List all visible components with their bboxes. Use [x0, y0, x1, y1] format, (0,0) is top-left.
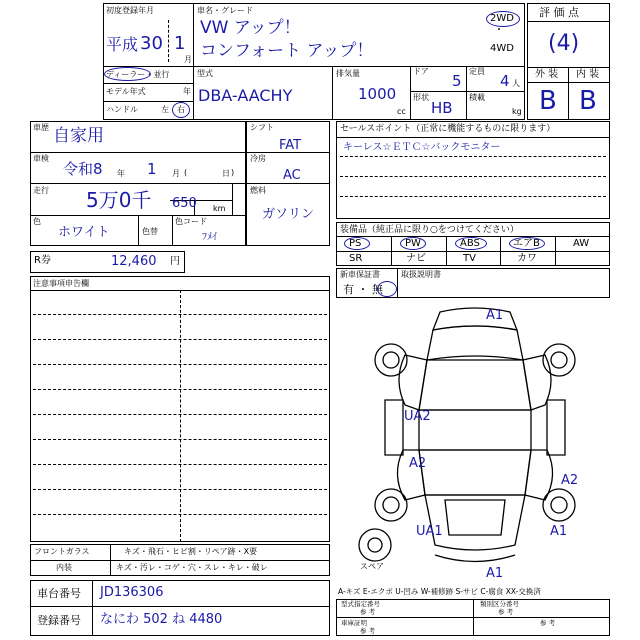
- doors-value: 5: [452, 72, 462, 90]
- displacement-unit: cc: [397, 107, 406, 116]
- recycle-label: R券: [34, 255, 51, 266]
- equip-airbag: エアB: [513, 238, 540, 249]
- damage-legend: A-キズ E-エクボ U-凹み W-補修跡 S-サビ C-腐食 XX-交換済: [338, 587, 541, 596]
- color-label: 色: [33, 217, 41, 226]
- damage-mark-right-rear-door: A2: [561, 473, 579, 488]
- inspection-label: 車検: [33, 154, 49, 163]
- ac-label: 冷房: [250, 154, 266, 163]
- plate-label: 登録番号: [37, 614, 81, 627]
- inspection-day-unit: 日: [222, 169, 230, 178]
- mileage-value: 5万0千: [86, 188, 152, 212]
- interior-note-value: キズ・汚レ・コゲ・穴・スレ・キレ・破レ: [116, 563, 268, 572]
- spare-label: スペア: [360, 562, 384, 571]
- capacity-unit: 人: [512, 79, 520, 88]
- handle-left: 左: [161, 105, 169, 114]
- handle-right: 右: [177, 105, 185, 114]
- first-reg-month: 1: [174, 33, 186, 54]
- damage-mark-left-front-door: UA2: [404, 409, 431, 424]
- recycle-unit: 円: [170, 256, 180, 267]
- mileage-label: 走行: [33, 186, 49, 195]
- score-label: 評 価 点: [539, 6, 579, 19]
- sales-point-label: セールスポイント（正常に機能するものに限ります）: [340, 124, 556, 134]
- garage-cert-ref: 参 考: [360, 627, 376, 635]
- damage-mark-rear: A1: [486, 566, 504, 581]
- exterior-label: 外 装: [535, 69, 559, 80]
- inspection-month-unit: 月: [172, 169, 180, 178]
- notes-label: 注意事項申告欄: [33, 279, 89, 288]
- damage-mark-left-rear-wheel: UA1: [416, 524, 443, 539]
- type-label: 型式: [197, 69, 213, 78]
- displacement-label: 排気量: [336, 69, 360, 78]
- first-reg-year: 30: [140, 33, 163, 54]
- auction-ref: 参 考: [540, 619, 556, 627]
- model-number-ref: 参 考: [360, 608, 376, 616]
- garage-cert-label: 車庫証明: [341, 619, 367, 627]
- mileage-unit: km: [213, 204, 226, 213]
- shift-label: シフト: [250, 123, 274, 132]
- dealer-label: ディーラー・並行: [106, 70, 170, 79]
- load-unit: kg: [512, 107, 522, 116]
- recycle-box: [30, 251, 185, 273]
- inspection-month: 1: [147, 160, 157, 178]
- equip-pw: PW: [405, 238, 421, 249]
- first-reg-era: 平成: [106, 35, 139, 54]
- fuel-label: 燃料: [250, 186, 266, 195]
- chassis-value: JD136306: [100, 585, 164, 600]
- warranty-none-circle: [377, 281, 397, 297]
- capacity-label: 定員: [469, 67, 485, 76]
- glass-label: フロントガラス: [34, 547, 90, 556]
- equip-leather: カワ: [517, 253, 537, 264]
- displacement-value: 1000: [358, 85, 397, 103]
- shape-value: HB: [431, 99, 453, 117]
- inspection-paren-close: ): [231, 168, 235, 177]
- color-code-label: 色コード: [175, 217, 207, 226]
- plate-value: なにわ 502 ね 4480: [100, 612, 223, 627]
- shift-value: FAT: [279, 138, 302, 153]
- capacity-value: 4: [500, 72, 510, 90]
- fuel-value: ガソリン: [262, 207, 315, 222]
- equip-ps: PS: [349, 238, 362, 249]
- first-reg-label: 初度登録年月: [106, 6, 154, 15]
- glass-value: キズ・飛石・ヒビ割・リペア跡・X要: [124, 547, 258, 556]
- warranty-label: 新車保証書: [340, 270, 380, 279]
- damage-mark-left-rear-door: A2: [409, 456, 427, 471]
- month-unit: 月: [184, 55, 192, 64]
- exterior-grade: B: [539, 86, 557, 116]
- equip-aw: AW: [573, 238, 590, 249]
- inspection-paren-open: (: [184, 168, 188, 177]
- damage-mark-front: A1: [486, 308, 504, 323]
- inspection-era: 令和8: [63, 160, 103, 178]
- equip-abs: ABS: [460, 238, 480, 249]
- interior-label: 内 装: [576, 69, 600, 80]
- header-box: [103, 3, 525, 120]
- manual-label: 取扱説明書: [401, 270, 441, 279]
- inspection-year-unit: 年: [117, 169, 125, 178]
- doors-label: ドア: [413, 67, 429, 76]
- type-value: DBA-AACHY: [198, 86, 293, 105]
- load-label: 積載: [469, 93, 485, 102]
- damage-mark-right-rear-fender: A1: [550, 524, 568, 539]
- interior-note-label: 内装: [56, 563, 72, 572]
- drive-dot: ・: [494, 25, 504, 36]
- drive-2wd: 2WD: [490, 13, 514, 24]
- color-code-value: ﾌﾒｲ: [202, 232, 217, 243]
- color-value: ホワイト: [58, 225, 110, 240]
- interior-grade: B: [579, 86, 597, 116]
- sales-point-line1: キーレス☆ＥＴＣ☆バックモニター: [343, 142, 501, 153]
- history-value: 自家用: [53, 126, 104, 146]
- class-number-ref: 参 考: [498, 608, 514, 616]
- equip-navi: ナビ: [406, 253, 426, 264]
- car-grade: コンフォート アップ！: [200, 41, 374, 61]
- drive-4wd: 4WD: [490, 43, 514, 54]
- car-name: VW アップ！: [200, 18, 301, 38]
- shape-label: 形状: [413, 93, 429, 102]
- model-year-label: モデル年式: [106, 87, 146, 96]
- ac-value: AC: [283, 168, 301, 183]
- model-number-label: 型式指定番号: [341, 600, 380, 608]
- dealer-circle: [104, 67, 151, 81]
- car-name-label: 車名・グレード: [197, 6, 253, 15]
- history-label: 車歴: [33, 123, 49, 132]
- chassis-label: 車台番号: [37, 587, 81, 600]
- equipment-label: 装備品（純正品に限り○をつけてください）: [340, 225, 519, 235]
- handle-label: ハンドル: [106, 105, 138, 114]
- sales-point-box: [336, 121, 610, 219]
- color-change-label: 色替: [142, 227, 158, 236]
- class-number-label: 類別区分番号: [480, 600, 519, 608]
- equip-sr: SR: [349, 253, 363, 264]
- overall-score: (4): [548, 31, 580, 56]
- mileage-sub: 650: [172, 196, 197, 211]
- model-year-unit: 年: [183, 87, 191, 96]
- recycle-value: 12,460: [111, 254, 157, 269]
- equip-tv: TV: [463, 253, 476, 264]
- warranty-value: 有 ・ 無: [343, 283, 383, 296]
